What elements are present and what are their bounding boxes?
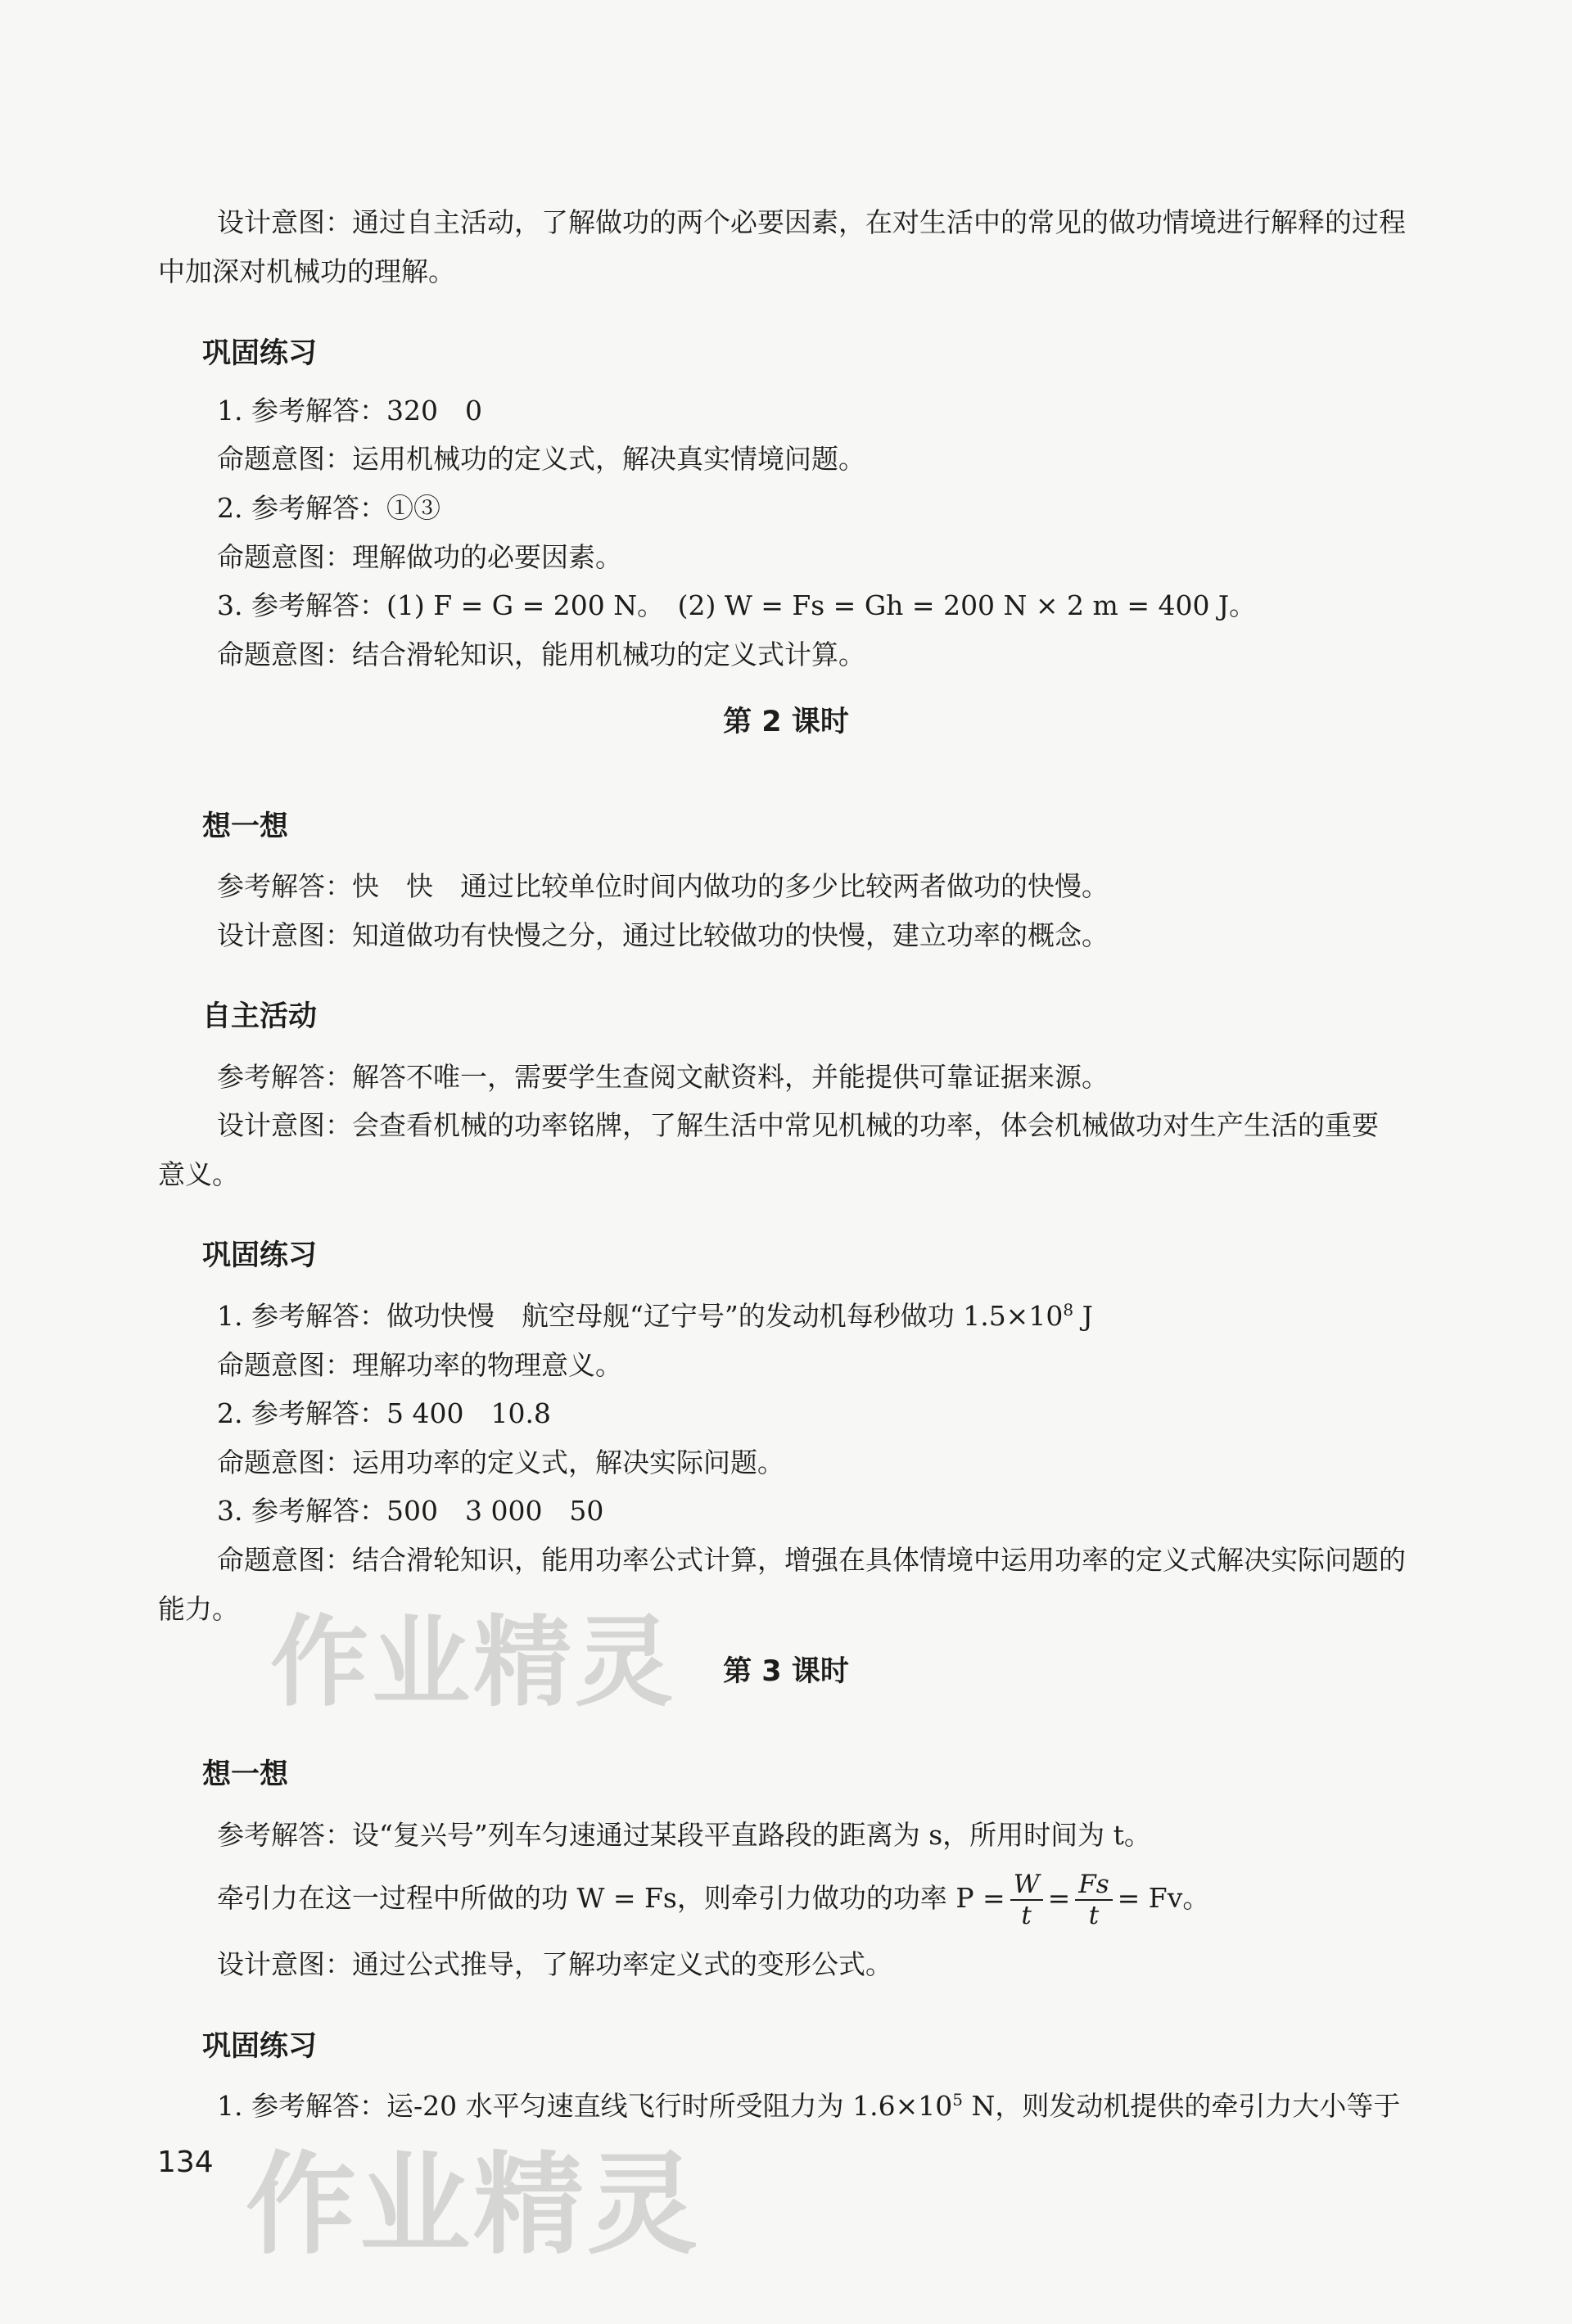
activity-intent-line-1: 设计意图：会查看机械的功率铭牌，了解生活中常见机械的功率，体会机械做功对生产生活的重要 [217, 1109, 1379, 1141]
fraction-2-denominator: t [1088, 1901, 1100, 1930]
lesson-heading-3: 第 3 课时 [723, 1655, 849, 1688]
traction-answer-1-tail: N，则发动机提供的牵引力大小等于 [962, 2090, 1401, 2122]
intent-1: 命题意图：运用机械功的定义式，解决真实情境问题。 [217, 443, 865, 475]
think-answer-2-formula [217, 1870, 1445, 1930]
page-number: 134 [157, 2146, 214, 2179]
think-answer-1: 参考解答：快 快 通过比较单位时间内做功的多少比较两者做功的快慢。 [217, 870, 1109, 902]
watermark-bottom: 作业精灵 [246, 2141, 701, 2269]
fraction-2-numerator: Fs [1075, 1870, 1112, 1901]
watermark-middle: 作业精灵 [270, 1606, 676, 1720]
lesson-heading-2: 第 2 课时 [723, 706, 849, 738]
power-answer-1 [217, 1300, 1445, 1333]
section-heading-think-2: 想一想 [202, 1758, 289, 1791]
section-heading-consolidation-1: 巩固练习 [202, 337, 318, 370]
think-intent-1: 设计意图：知道做功有快慢之分，通过比较做功的快慢，建立功率的概念。 [217, 919, 1109, 951]
section-heading-think-1: 想一想 [202, 810, 289, 843]
formula-result: = Fv。 [1117, 1882, 1210, 1914]
design-intent-line-1: 设计意图：通过自主活动，了解做功的两个必要因素，在对生活中的常见的做功情境进行解释的过程 [217, 206, 1406, 238]
answer-2: 2. 参考解答：①③ [217, 492, 440, 524]
formula-prefix: 牵引力在这一过程中所做的功 W = Fs，则牵引力做功的功率 P = [217, 1882, 1005, 1914]
activity-answer: 参考解答：解答不唯一，需要学生查阅文献资料，并能提供可靠证据来源。 [217, 1061, 1109, 1093]
activity-intent-line-2: 意义。 [158, 1158, 239, 1190]
intent-3: 命题意图：结合滑轮知识，能用机械功的定义式计算。 [217, 639, 865, 670]
power-answer-1-exponent: 8 [1063, 1300, 1074, 1320]
power-answer-3: 3. 参考解答：500 3 000 50 [217, 1495, 604, 1527]
intent-2: 命题意图：理解做功的必要因素。 [217, 541, 622, 573]
power-intent-2: 命题意图：运用功率的定义式，解决实际问题。 [217, 1446, 784, 1478]
fraction-w-over-t [1010, 1870, 1043, 1930]
traction-answer-1-exponent: 5 [952, 2090, 963, 2110]
fraction-fs-over-t [1075, 1870, 1112, 1930]
power-answer-1-unit: J [1073, 1300, 1093, 1332]
power-answer-2: 2. 参考解答：5 400 10.8 [217, 1397, 551, 1429]
think-intent-2: 设计意图：通过公式推导，了解功率定义式的变形公式。 [217, 1948, 892, 1980]
power-intent-3-line-1: 命题意图：结合滑轮知识，能用功率公式计算，增强在具体情境中运用功率的定义式解决实际问题的 [217, 1544, 1406, 1576]
equals-sign: = [1047, 1882, 1071, 1914]
section-heading-consolidation-3: 巩固练习 [202, 2030, 318, 2063]
think-answer-2-line-1: 参考解答：设“复兴号”列车匀速通过某段平直路段的距离为 s，所用时间为 t。 [217, 1819, 1151, 1851]
traction-answer-1-text: 1. 参考解答：运-20 水平匀速直线飞行时所受阻力为 1.6×10 [217, 2090, 953, 2122]
answer-3: 3. 参考解答：(1) F = G = 200 N。 (2) W = Fs = Gh = 200 N × 2 m = 400 J。 [217, 589, 1257, 621]
answer-1: 1. 参考解答：320 0 [217, 395, 482, 426]
design-intent-line-2: 中加深对机械功的理解。 [158, 255, 455, 287]
power-answer-1-text: 1. 参考解答：做功快慢 航空母舰“辽宁号”的发动机每秒做功 1.5×10 [217, 1300, 1064, 1332]
fraction-1-denominator: t [1021, 1901, 1032, 1930]
fraction-1-numerator: W [1010, 1870, 1043, 1901]
power-intent-3-line-2: 能力。 [158, 1593, 239, 1625]
power-intent-1: 命题意图：理解功率的物理意义。 [217, 1349, 622, 1381]
section-heading-self-activity: 自主活动 [202, 1000, 318, 1033]
section-heading-consolidation-2: 巩固练习 [202, 1239, 318, 1272]
